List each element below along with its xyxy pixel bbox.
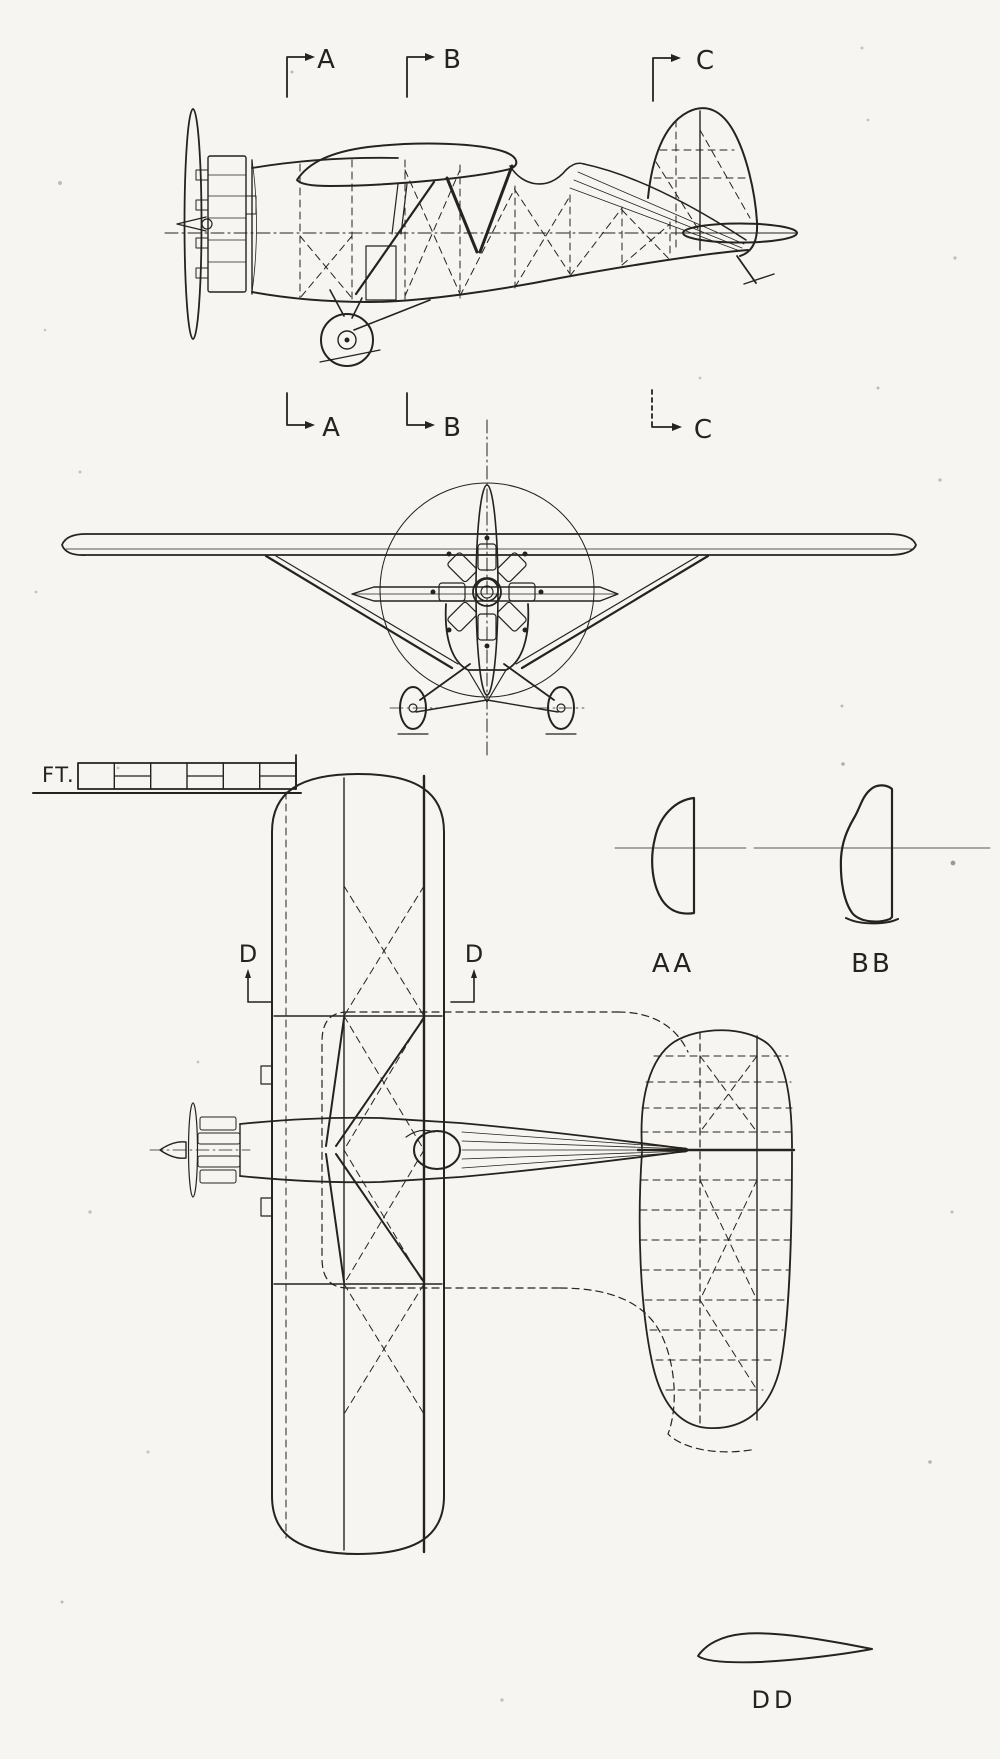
wing-struts-plan: [326, 1018, 424, 1282]
section-label-a-top: A: [317, 45, 335, 75]
fin-outline: [648, 108, 757, 256]
top-section-markers: [287, 45, 714, 101]
fuselage-side: [252, 158, 748, 302]
tailplane-lower-lobe: [640, 1152, 792, 1428]
wing-section-dd: [698, 1633, 872, 1714]
tail-plan: [322, 1012, 794, 1452]
airfoil-section: [698, 1633, 872, 1662]
fuselage-section-bb: [841, 785, 898, 979]
section-label-d-left: D: [238, 940, 258, 968]
tail-ribs: [640, 1056, 792, 1390]
section-marker-c-top: [653, 46, 714, 101]
wing-drag-bracing: [344, 886, 424, 1414]
paper-speckles: [35, 47, 957, 1702]
propeller-side: [177, 109, 212, 339]
plan-view: [150, 774, 794, 1554]
section-marker-d-left: [239, 940, 271, 1002]
section-marker-b-bottom: [407, 393, 461, 443]
section-marker-c-bottom: [652, 390, 712, 445]
section-label-a-bottom: A: [322, 413, 340, 443]
plan-section-markers-d: [239, 940, 483, 1002]
section-label-d-right: D: [464, 940, 484, 968]
side-view: [165, 108, 797, 366]
scale-units-label: FT.: [42, 763, 76, 787]
section-label-b-bottom: B: [443, 413, 461, 443]
section-marker-a-bottom: [287, 393, 340, 443]
engine-side: [196, 156, 257, 292]
section-marker-b-top: [407, 45, 461, 97]
section-marker-d-right: [451, 940, 483, 1002]
section-label-aa: AA: [651, 949, 695, 979]
fuselage-plan: [150, 1103, 688, 1197]
fuselage-section-aa: [652, 798, 694, 979]
fuselage-truss-side: [300, 160, 670, 301]
section-label-c-top: C: [695, 46, 715, 76]
section-label-bb: BB: [851, 949, 893, 979]
wing-plan: [261, 774, 444, 1554]
section-label-b-top: B: [443, 45, 461, 75]
section-marker-a-top: [287, 45, 335, 97]
section-label-dd: DD: [751, 1686, 797, 1714]
tailplane-upper-lobe: [642, 1030, 792, 1148]
tail-skid: [737, 256, 756, 283]
wing-side: [297, 144, 516, 186]
front-view: [62, 420, 916, 755]
bottom-section-markers: [287, 390, 712, 445]
scale-bar: [33, 755, 301, 793]
cockpit-opening: [414, 1131, 460, 1169]
stabilizer-front: [352, 587, 618, 601]
section-label-c-bottom: C: [693, 415, 713, 445]
fuselage-sections: [615, 785, 990, 979]
